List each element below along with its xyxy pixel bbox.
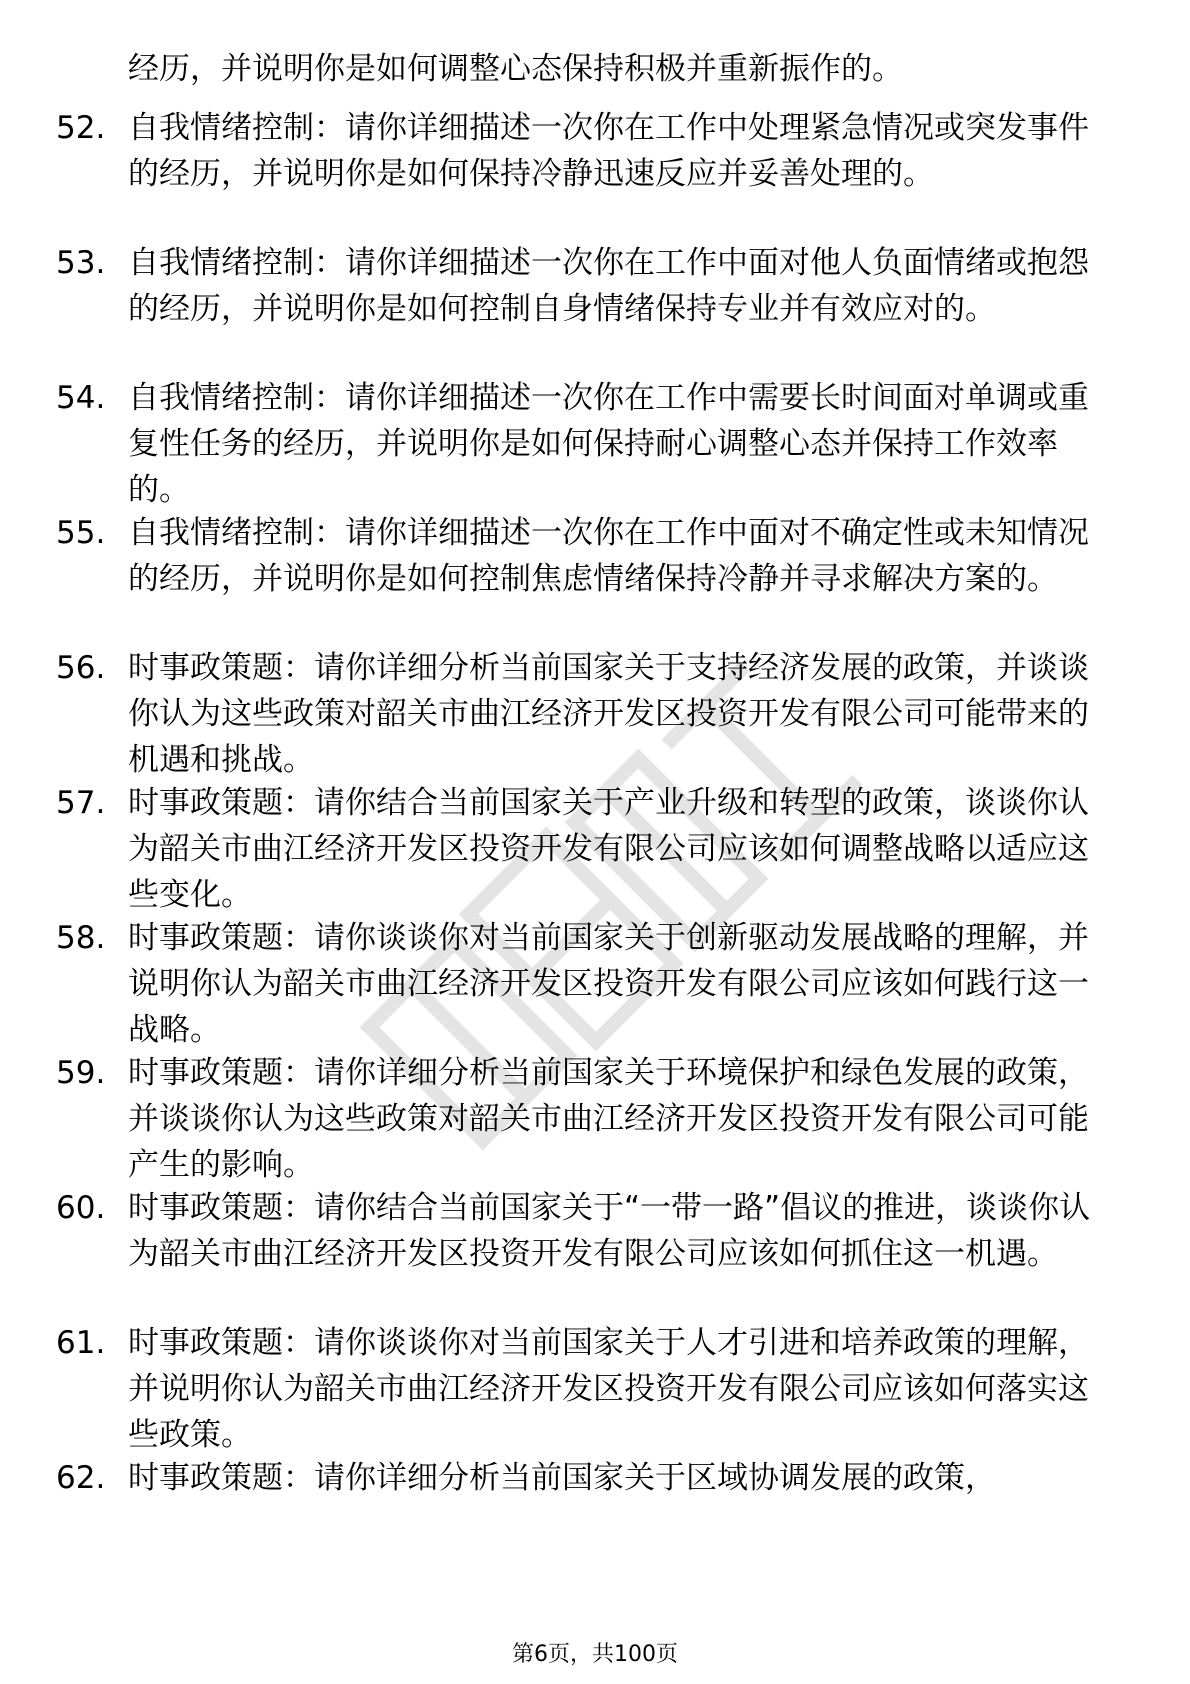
list-item <box>56 780 1116 918</box>
list-item <box>56 915 1116 1053</box>
item-number: 55. <box>56 515 106 551</box>
list-item <box>56 510 1116 602</box>
item-number: 54. <box>56 380 106 416</box>
item-number: 58. <box>56 920 106 956</box>
item-text: 自我情绪控制：请你详细描述一次你在工作中面对不确定性或未知情况的经历，并说明你是如何控制焦虑情绪保持冷静并寻求解决方案的。 <box>128 515 1089 597</box>
item-number: 61. <box>56 1325 106 1361</box>
list-item <box>56 1185 1116 1277</box>
item-text: 自我情绪控制：请你详细描述一次你在工作中需要长时间面对单调或重复性任务的经历，并说明你是如何保持耐心调整心态并保持工作效率的。 <box>128 380 1089 508</box>
continuation-text: 经历，并说明你是如何调整心态保持积极并重新振作的。 <box>128 51 903 87</box>
item-number: 53. <box>56 245 106 281</box>
list-item <box>56 375 1116 513</box>
list-item <box>56 1050 1116 1188</box>
item-number: 52. <box>56 110 106 146</box>
item-number: 57. <box>56 785 106 821</box>
item-text: 时事政策题：请你谈谈你对当前国家关于创新驱动发展战略的理解，并说明你认为韶关市曲江经济开发区投资开发有限公司应该如何践行这一战略。 <box>128 920 1089 1048</box>
list-item <box>56 105 1116 197</box>
item-text: 时事政策题：请你谈谈你对当前国家关于人才引进和培养政策的理解，并说明你认为韶关市曲江经济开发区投资开发有限公司应该如何落实这些政策。 <box>128 1325 1089 1453</box>
item-text: 时事政策题：请你详细分析当前国家关于区域协调发展的政策， <box>128 1460 996 1496</box>
item-number: 56. <box>56 650 106 686</box>
item-number: 59. <box>56 1055 106 1091</box>
item-text: 时事政策题：请你详细分析当前国家关于环境保护和绿色发展的政策，并谈谈你认为这些政策对韶关市曲江经济开发区投资开发有限公司可能产生的影响。 <box>128 1055 1089 1183</box>
item-text: 时事政策题：请你结合当前国家关于“一带一路”倡议的推进，谈谈你认为韶关市曲江经济开发区投资开发有限公司应该如何抓住这一机遇。 <box>128 1190 1091 1272</box>
page-footer: 第6页，共100页 <box>512 1642 678 1667</box>
list-item <box>56 645 1116 783</box>
item-number: 62. <box>56 1460 106 1496</box>
item-text: 自我情绪控制：请你详细描述一次你在工作中面对他人负面情绪或抱怨的经历，并说明你是如何控制自身情绪保持专业并有效应对的。 <box>128 245 1089 327</box>
list-item <box>56 1320 1116 1458</box>
item-text: 自我情绪控制：请你详细描述一次你在工作中处理紧急情况或突发事件的经历，并说明你是如何保持冷静迅速反应并妥善处理的。 <box>128 110 1089 192</box>
list-item <box>56 240 1116 332</box>
item-text: 时事政策题：请你详细分析当前国家关于支持经济发展的政策，并谈谈你认为这些政策对韶关市曲江经济开发区投资开发有限公司可能带来的机遇和挑战。 <box>128 650 1089 778</box>
item-number: 60. <box>56 1190 106 1226</box>
item-text: 时事政策题：请你结合当前国家关于产业升级和转型的政策，谈谈你认为韶关市曲江经济开发区投资开发有限公司应该如何调整战略以适应这些变化。 <box>128 785 1089 913</box>
list-item <box>56 1455 1116 1501</box>
